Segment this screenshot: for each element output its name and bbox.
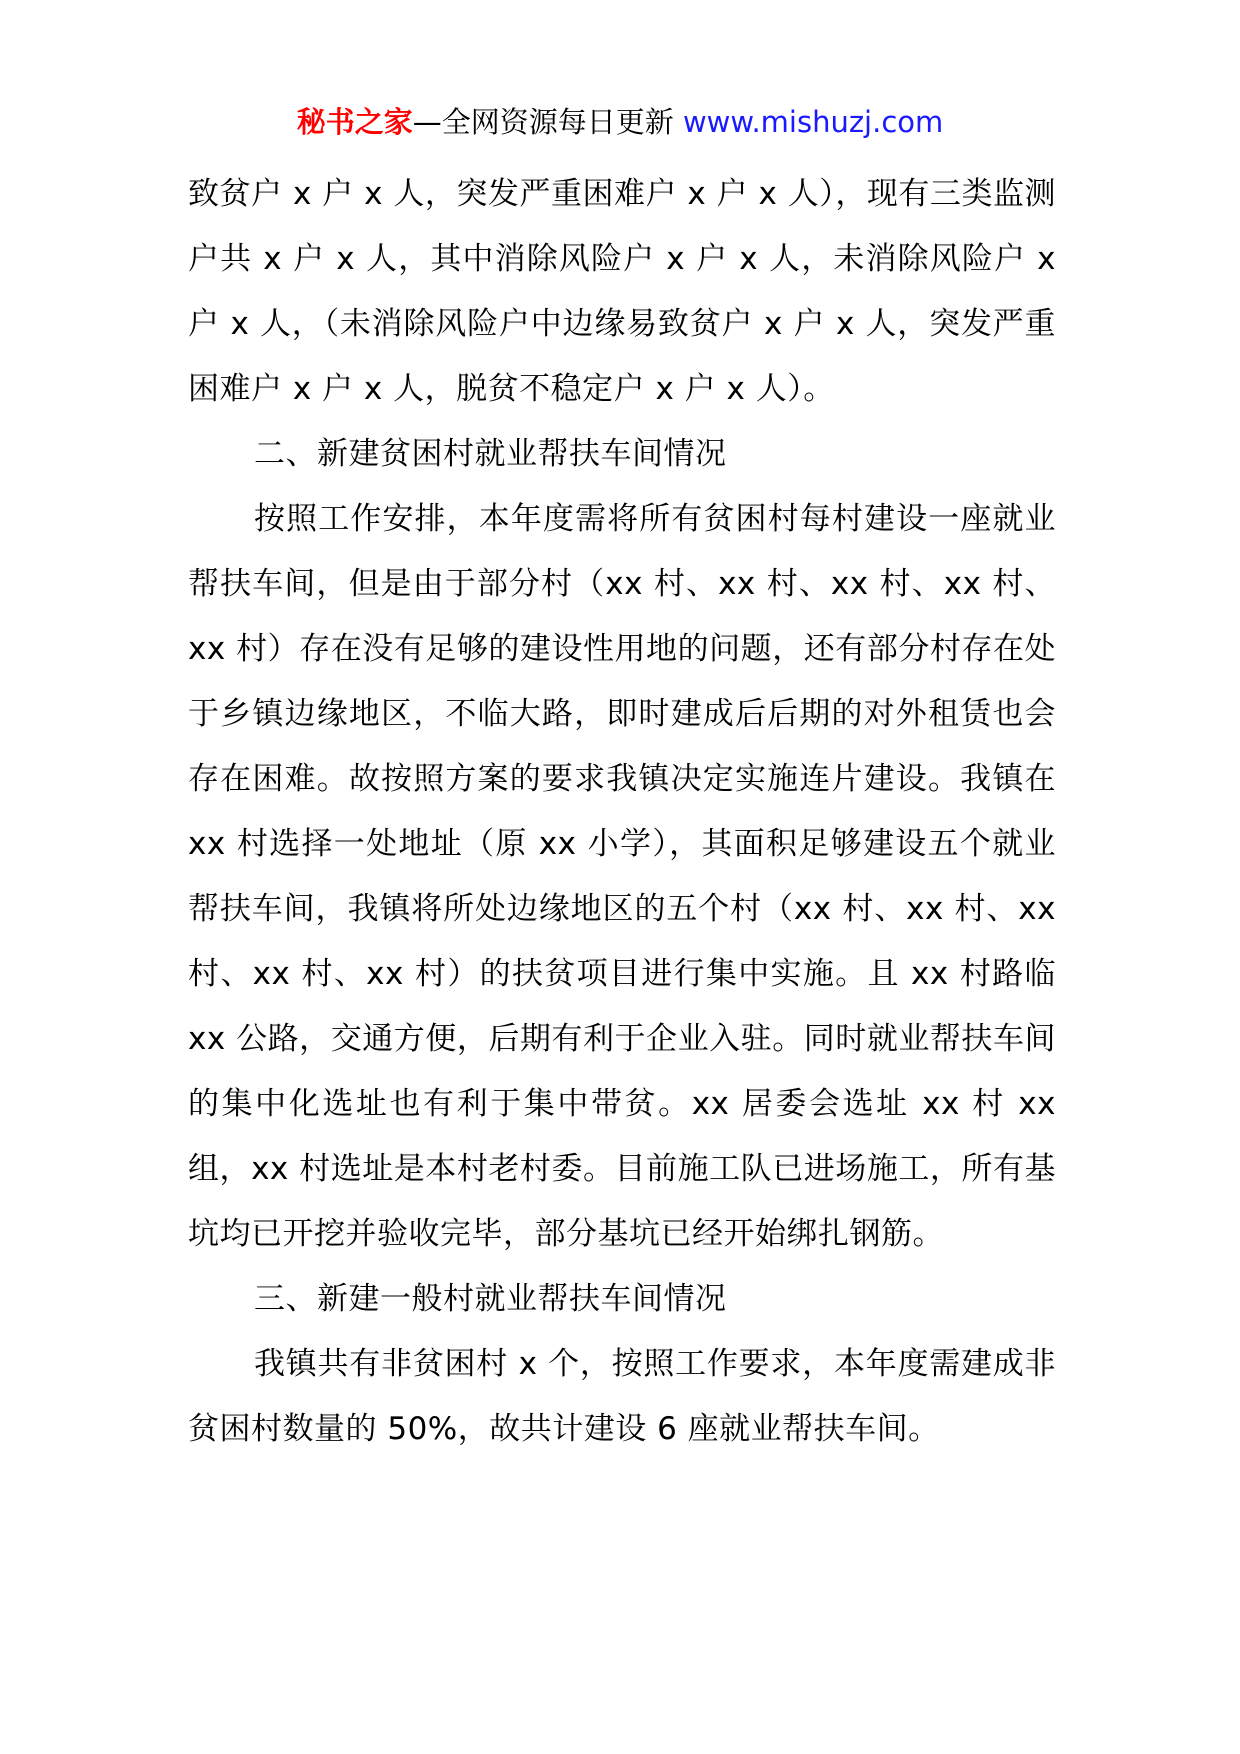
site-url-link[interactable]: www.mishuzj.com: [682, 105, 944, 139]
site-brand: 秘书之家: [296, 105, 413, 139]
site-header: [0, 100, 1240, 144]
paragraph-continuation: 致贫户 x 户 x 人，突发严重困难户 x 户 x 人），现有三类监测户共 x 户 x 人，其中消除风险户 x 户 x 人，未消除风险户 x 户 x 人，（未消除风险户中边缘易致贫户 x 户 x 人，突发严重困难户 x 户 x 人，脱贫不稳定户 x 户 x 人）。: [188, 176, 1056, 407]
site-tagline: —全网资源每日更新: [412, 105, 683, 139]
paragraph-section-3: 我镇共有非贫困村 x 个，按照工作要求，本年度需建成非贫困村数量的 50%，故共计建设 6 座就业帮扶车间。: [188, 1346, 1056, 1447]
section-heading-3: 三、新建一般村就业帮扶车间情况: [254, 1281, 727, 1317]
section-heading-2: 二、新建贫困村就业帮扶车间情况: [254, 436, 727, 472]
paragraph-section-2: 按照工作安排，本年度需将所有贫困村每村建设一座就业帮扶车间，但是由于部分村（xx 村、xx 村、xx 村、xx 村、xx 村）存在没有足够的建设性用地的问题，还有部分村存在处于乡镇边缘地区，不临大路，即时建成后后期的对外租赁也会存在困难。故按照方案的要求我镇决定实施连片建设。我镇在 xx 村选择一处地址（原 xx 小学），其面积足够建设五个就业帮扶车间，我镇将所处边缘地区的五个村（xx 村、xx 村、xx 村、xx 村、xx 村）的扶贫项目进行集中实施。且 xx 村路临 xx 公路，交通方便，后期有利于企业入驻。同时就业帮扶车间的集中化选址也有利于集中带贫。xx 居委会选址 xx 村 xx 组，xx 村选址是本村老村委。目前施工队已进场施工，所有基坑均已开挖并验收完毕，部分基坑已经开始绑扎钢筋。: [188, 501, 1056, 1252]
document-body: [188, 162, 1056, 1462]
